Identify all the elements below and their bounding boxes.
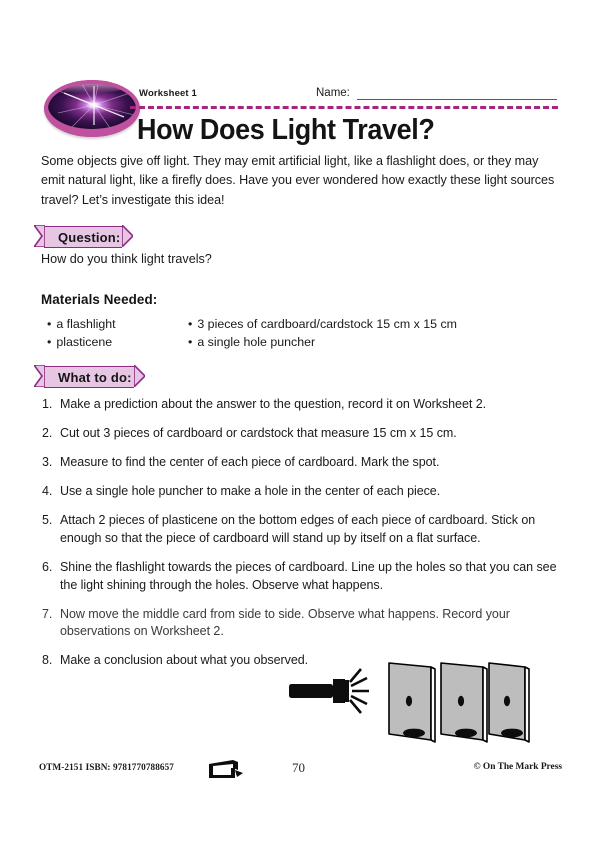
material-label: 3 pieces of cardboard/cardstock 15 cm x 15 cm — [197, 317, 457, 331]
worksheet-number-label: Worksheet 1 — [139, 88, 197, 99]
step-number: 7. — [42, 606, 53, 621]
light-burst-oval-logo-icon — [44, 80, 140, 137]
list-item — [41, 396, 561, 414]
procedure-steps-list — [41, 396, 561, 682]
procedure-banner — [44, 366, 134, 388]
list-item — [188, 316, 457, 334]
list-item — [188, 334, 457, 352]
list-item — [41, 606, 561, 641]
page-title: How Does Light Travel? — [137, 114, 435, 146]
footer-isbn: OTM-2151 ISBN: 9781770788657 — [39, 762, 175, 772]
banner-right-point-icon — [122, 225, 133, 247]
step-text: Measure to find the center of each piece of cardboard. Mark the spot. — [60, 455, 440, 470]
step-number: 8. — [42, 653, 53, 668]
intro-paragraph: Some objects give off light. They may emit artificial light, like a flashlight does, or they may emit natural light, like a firefly does. Have you ever wondered how exactly these light sources travel? Let’s investigate this idea! — [41, 154, 555, 207]
plasticene-blob-icon — [501, 729, 523, 738]
question-prompt-text: How do you think light travels? — [41, 252, 212, 266]
name-field-label: Name: — [316, 87, 350, 99]
page-footer — [0, 760, 600, 790]
card-2 — [441, 663, 487, 742]
list-item — [47, 316, 116, 334]
list-item — [47, 334, 116, 352]
banner-left-notch-icon — [34, 225, 45, 247]
step-number: 3. — [42, 455, 53, 470]
list-item — [41, 483, 561, 501]
flashlight-icon — [289, 669, 369, 713]
name-field-rule[interactable] — [357, 99, 557, 100]
banner-left-notch-icon — [34, 365, 45, 387]
list-item — [41, 425, 561, 443]
step-number: 6. — [42, 560, 53, 575]
bullet-icon: • — [188, 334, 193, 349]
step-number: 4. — [42, 484, 53, 499]
plasticene-blob-icon — [403, 729, 425, 738]
step-text: Shine the flashlight towards the pieces of cardboard. Line up the holes so that you can see the light shining through the holes. Observe what happens. — [60, 560, 557, 592]
procedure-banner-label: What to do: — [58, 369, 132, 385]
step-number: 5. — [42, 513, 53, 528]
flashlight-beam-rays — [350, 669, 369, 713]
card-hole-icon — [458, 696, 464, 706]
list-item — [41, 512, 561, 547]
page-header — [0, 0, 600, 150]
header-dashed-divider — [130, 106, 558, 109]
step-number: 2. — [42, 426, 53, 441]
material-label: a flashlight — [56, 317, 116, 331]
on-the-mark-press-logo-icon — [207, 756, 249, 780]
bullet-icon: • — [47, 317, 52, 331]
step-text: Attach 2 pieces of plasticene on the bottom edges of each piece of cardboard. Stick on enough so that the piece of cardboard will stand up by itself on a flat surface. — [60, 513, 536, 545]
materials-heading: Materials Needed: — [41, 292, 158, 307]
card-1 — [389, 663, 435, 742]
question-banner-label: Question: — [58, 229, 121, 245]
logo-rim — [44, 80, 140, 137]
step-text: Make a conclusion about what you observed. — [60, 653, 309, 668]
bullet-icon: • — [47, 334, 52, 349]
step-text: Cut out 3 pieces of cardboard or cardstock that measure 15 cm x 15 cm. — [60, 426, 457, 441]
material-label: plasticene — [56, 334, 113, 349]
banner-right-point-icon — [134, 365, 145, 387]
card-3 — [489, 663, 529, 742]
bullet-icon: • — [188, 317, 193, 331]
step-text: Use a single hole puncher to make a hole in the center of each piece. — [60, 484, 441, 499]
materials-column-1 — [47, 316, 116, 351]
card-hole-icon — [504, 696, 510, 706]
step-text: Make a prediction about the answer to the question, record it on Worksheet 2. — [60, 397, 487, 411]
step-number: 1. — [42, 397, 53, 411]
materials-column-2 — [188, 316, 457, 351]
plasticene-blob-icon — [455, 729, 477, 738]
material-label: a single hole puncher — [197, 334, 316, 349]
page-number: 70 — [292, 760, 305, 775]
step-text: Now move the middle card from side to side. Observe what happens. Record your observations on Worksheet 2. — [60, 606, 510, 639]
question-banner — [44, 226, 122, 248]
light-travel-illustration — [283, 648, 533, 748]
footer-copyright: © On The Mark Press — [473, 762, 562, 772]
card-hole-icon — [406, 696, 412, 706]
list-item — [41, 559, 561, 594]
list-item — [41, 454, 561, 472]
